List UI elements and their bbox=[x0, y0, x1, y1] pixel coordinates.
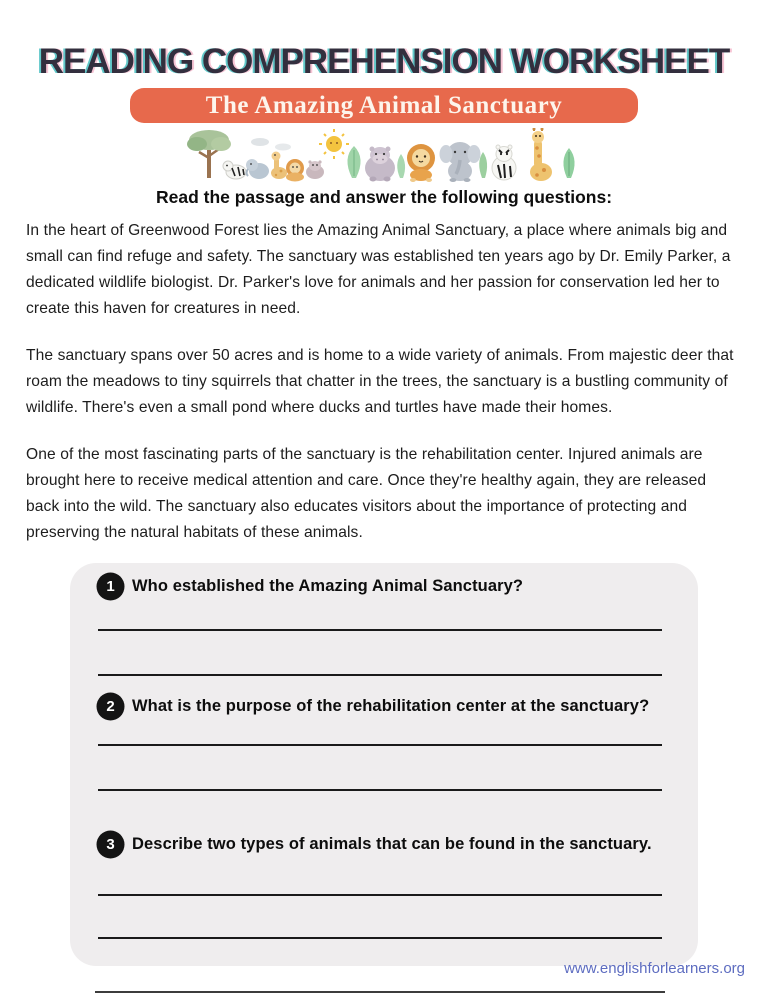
safari-animals-illustration bbox=[182, 128, 586, 182]
question-1 bbox=[98, 573, 662, 599]
footer-website-link[interactable]: www.englishforlearners.org bbox=[564, 960, 745, 977]
giraffe-icon bbox=[530, 128, 552, 181]
answer-line bbox=[98, 744, 662, 746]
passage-paragraph-3: One of the most fascinating parts of the sanctuary is the rehabilitation center. Injured animals are brought here to receive medical attention and care. Once they're healthy again, they are released back into the wild. The sanctuary also educates visitors about the importance of protecting and preserving the natural habitats of these animals. bbox=[26, 446, 707, 541]
question-3-number-badge: 3 bbox=[98, 832, 123, 857]
zebra-icon bbox=[492, 145, 516, 180]
small-giraffe-icon bbox=[271, 152, 287, 180]
answer-line bbox=[98, 937, 662, 939]
question-2 bbox=[98, 693, 662, 719]
answer-line bbox=[98, 674, 662, 676]
leaf-icon bbox=[397, 154, 405, 178]
page-title: READING COMPREHENSION WORKSHEET bbox=[38, 42, 730, 81]
passage-paragraph-2: The sanctuary spans over 50 acres and is home to a wide variety of animals. From majestic deer that roam the meadows to tiny squirrels that chatter in the trees, the sanctuary is a bustling community of wildlife. There's even a small pond where ducks and turtles have made their homes. bbox=[26, 347, 734, 416]
leaf-icon bbox=[347, 146, 360, 178]
small-lion-icon bbox=[286, 159, 304, 182]
question-3-text: Describe two types of animals that can be found in the sanctuary. bbox=[132, 834, 652, 853]
instruction-heading: Read the passage and answer the following questions: bbox=[155, 187, 613, 207]
lion-icon bbox=[407, 144, 435, 182]
small-hippo-icon bbox=[306, 160, 324, 179]
passage bbox=[26, 218, 742, 546]
small-zebra-icon bbox=[223, 161, 246, 179]
tree-icon bbox=[187, 130, 231, 178]
answer-line bbox=[98, 629, 662, 631]
question-3 bbox=[98, 831, 662, 857]
subtitle-banner bbox=[130, 88, 638, 123]
subtitle-text: The Amazing Animal Sanctuary bbox=[205, 91, 563, 119]
passage-paragraph-1: In the heart of Greenwood Forest lies the Amazing Animal Sanctuary, a place where animals big and small can find refuge and safety. The sanctuary was established ten years ago by Dr. Emily Parker, a dedicated wildlife biologist. Dr. Parker's love for animals and her passion for conservation led her to create this haven for creatures in need. bbox=[26, 222, 731, 317]
answer-line bbox=[98, 789, 662, 791]
question-1-number-badge: 1 bbox=[98, 574, 123, 599]
sun-icon bbox=[319, 129, 349, 159]
question-2-number-badge: 2 bbox=[98, 694, 123, 719]
question-2-text: What is the purpose of the rehabilitation center at the sanctuary? bbox=[132, 696, 650, 715]
small-elephant-icon bbox=[246, 159, 269, 179]
bottom-divider bbox=[95, 991, 665, 993]
leaf-icon bbox=[479, 152, 487, 178]
question-1-text: Who established the Amazing Animal Sanctuary? bbox=[132, 576, 524, 595]
leaf-icon bbox=[563, 148, 574, 178]
hippo-icon bbox=[365, 147, 395, 182]
elephant-icon bbox=[440, 142, 481, 182]
cloud-icon bbox=[251, 138, 291, 151]
questions-box bbox=[70, 563, 698, 966]
answer-line bbox=[98, 894, 662, 896]
